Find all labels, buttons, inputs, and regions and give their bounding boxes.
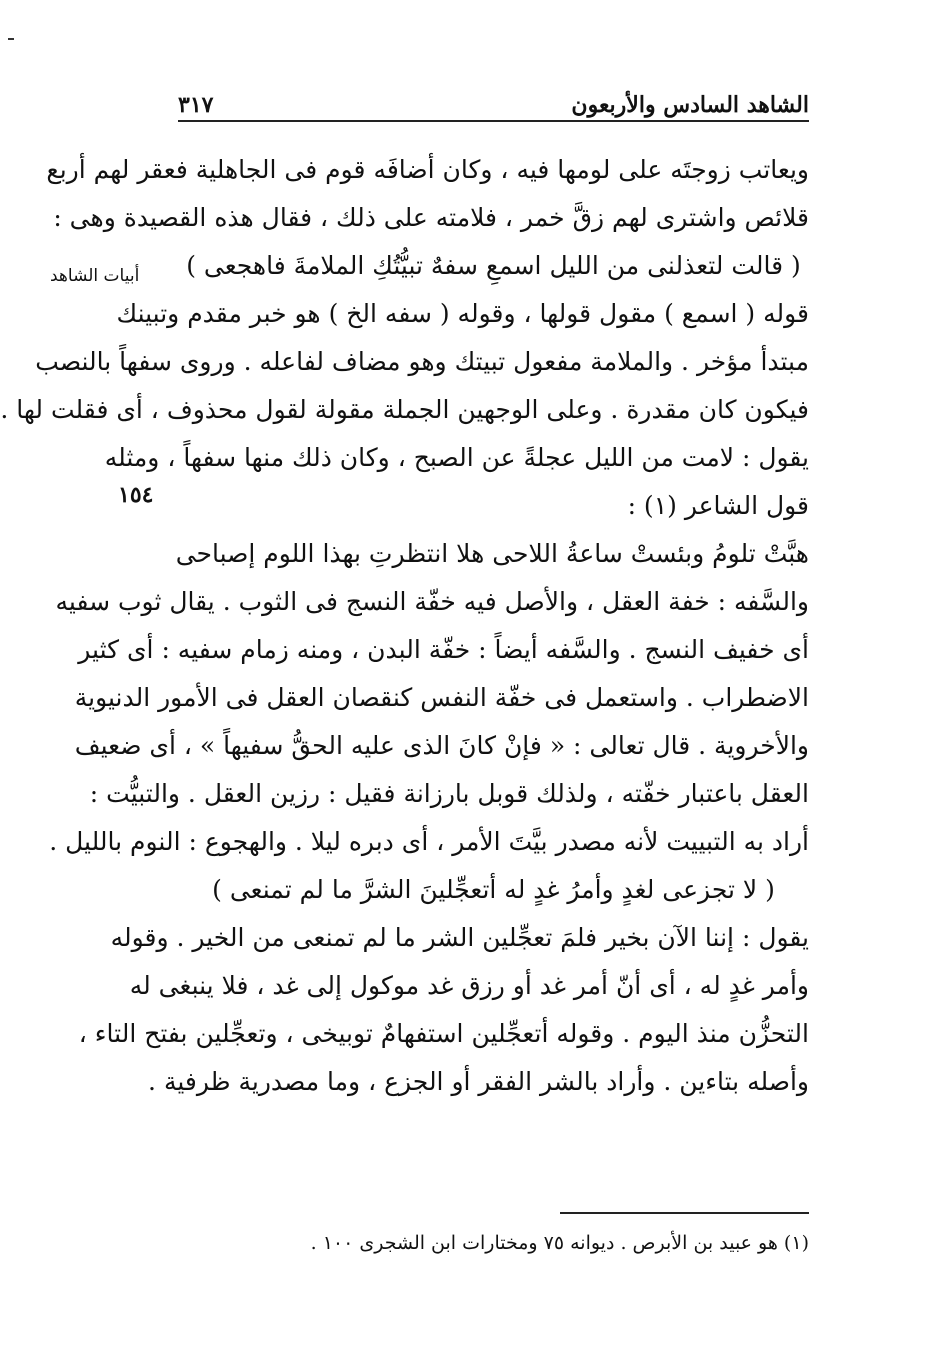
verse-line: ( لا تجزعى لغدٍ وأمرُ غدٍ له أتعجِّلينَ الشرَّ ما لم تمنعى ) [212,875,775,904]
page-number: ٣١٧ [178,92,214,118]
running-title: الشاهد السادس والأربعون [571,92,809,118]
text-line: قلائص واشترى لهم زقَّ خمر ، فلامته على ذلك ، فقال هذه القصيدة وهى : [53,203,809,232]
text-line: التحزُّن منذ اليوم . وقوله أتعجِّلين استفهامٌ توبيخى ، وتعجِّلين بفتح التاء ، [78,1019,809,1048]
text-line: أراد به التبييت لأنه مصدر بيَّتَ الأمر ، أى دبره ليلا . والهجوع : النوم بالليل . [49,827,809,856]
text-line: وأمر غدٍ له ، أى أنّ أمر غد أو رزق غد موكول إلى غد ، فلا ينبغى له [129,971,809,1000]
text-line: الاضطراب . واستعمل فى خفّة النفس كنقصان العقل فى الأمور الدنيوية [74,683,809,712]
page-header [178,80,809,118]
text-line: العقل باعتبار خفّته ، ولذلك قوبل بارزانة فقيل : رزين العقل . والتبيُّت : [89,779,809,808]
margin-label: أبيات الشاهد [50,266,140,286]
verse-line: هبَّتْ تلومُ وبئستْ ساعةُ اللاحى هلا انتظرتِ بهذا اللوم إصباحى [175,539,809,568]
text-line: والسَّفه : خفة العقل ، والأصل فيه خفّة النسج فى الثوب . يقال ثوب سفيه [55,587,809,616]
text-line: فيكون كان مقدرة . وعلى الوجهين الجملة مقولة لقول محذوف ، أى فقلت لها . [0,395,809,424]
scan-mark [8,38,14,40]
text-line: وأصله بتاءين . وأراد بالشر الفقر أو الجزع ، وما مصدرية ظرفية . [148,1067,809,1096]
text-line: يقول : إننا الآن بخير فلمَ تعجِّلين الشر ما لم تمنعى من الخير . وقوله [110,923,809,952]
text-line: والأخروية . قال تعالى : « فإنْ كانَ الذى عليه الحقُّ سفيهاً » ، أى ضعيف [74,731,809,760]
footnote-rule [560,1212,809,1214]
text-line: أى خفيف النسج . والسَّفه أيضاً : خفّة البدن ، ومنه زمام سفيه : أى كثير [78,635,809,664]
text-line: مبتدأ مؤخر . والملامة مفعول تبيتك وهو مضاف لفاعله . وروى سفهاً بالنصب [35,347,809,376]
text-line: ويعاتب زوجتَه على لومها فيه ، وكان أضافَه قوم فى الجاهلية فعقر لهم أربع [46,155,809,184]
footnote: (١) هو عبيد بن الأبرص . ديوانه ٧٥ ومختارات ابن الشجرى ١٠٠ . [310,1232,809,1254]
text-line: يقول : لامت من الليل عجلةً عن الصبح ، وكان ذلك منها سفهاً ، ومثله [104,443,809,472]
header-rule [178,120,809,122]
margin-number: ١٥٤ [118,482,154,508]
text-line: قول الشاعر (١) : [627,491,809,520]
verse-line: ( قالت لتعذلنى من الليل اسمعِ سفهٌ تبيُّتُكِ الملامةَ فاهجعى ) [186,251,801,280]
text-line: قوله ( اسمع ) مقول قولها ، وقوله ( سفه الخ ) هو خبر مقدم وتبينك [116,299,809,328]
